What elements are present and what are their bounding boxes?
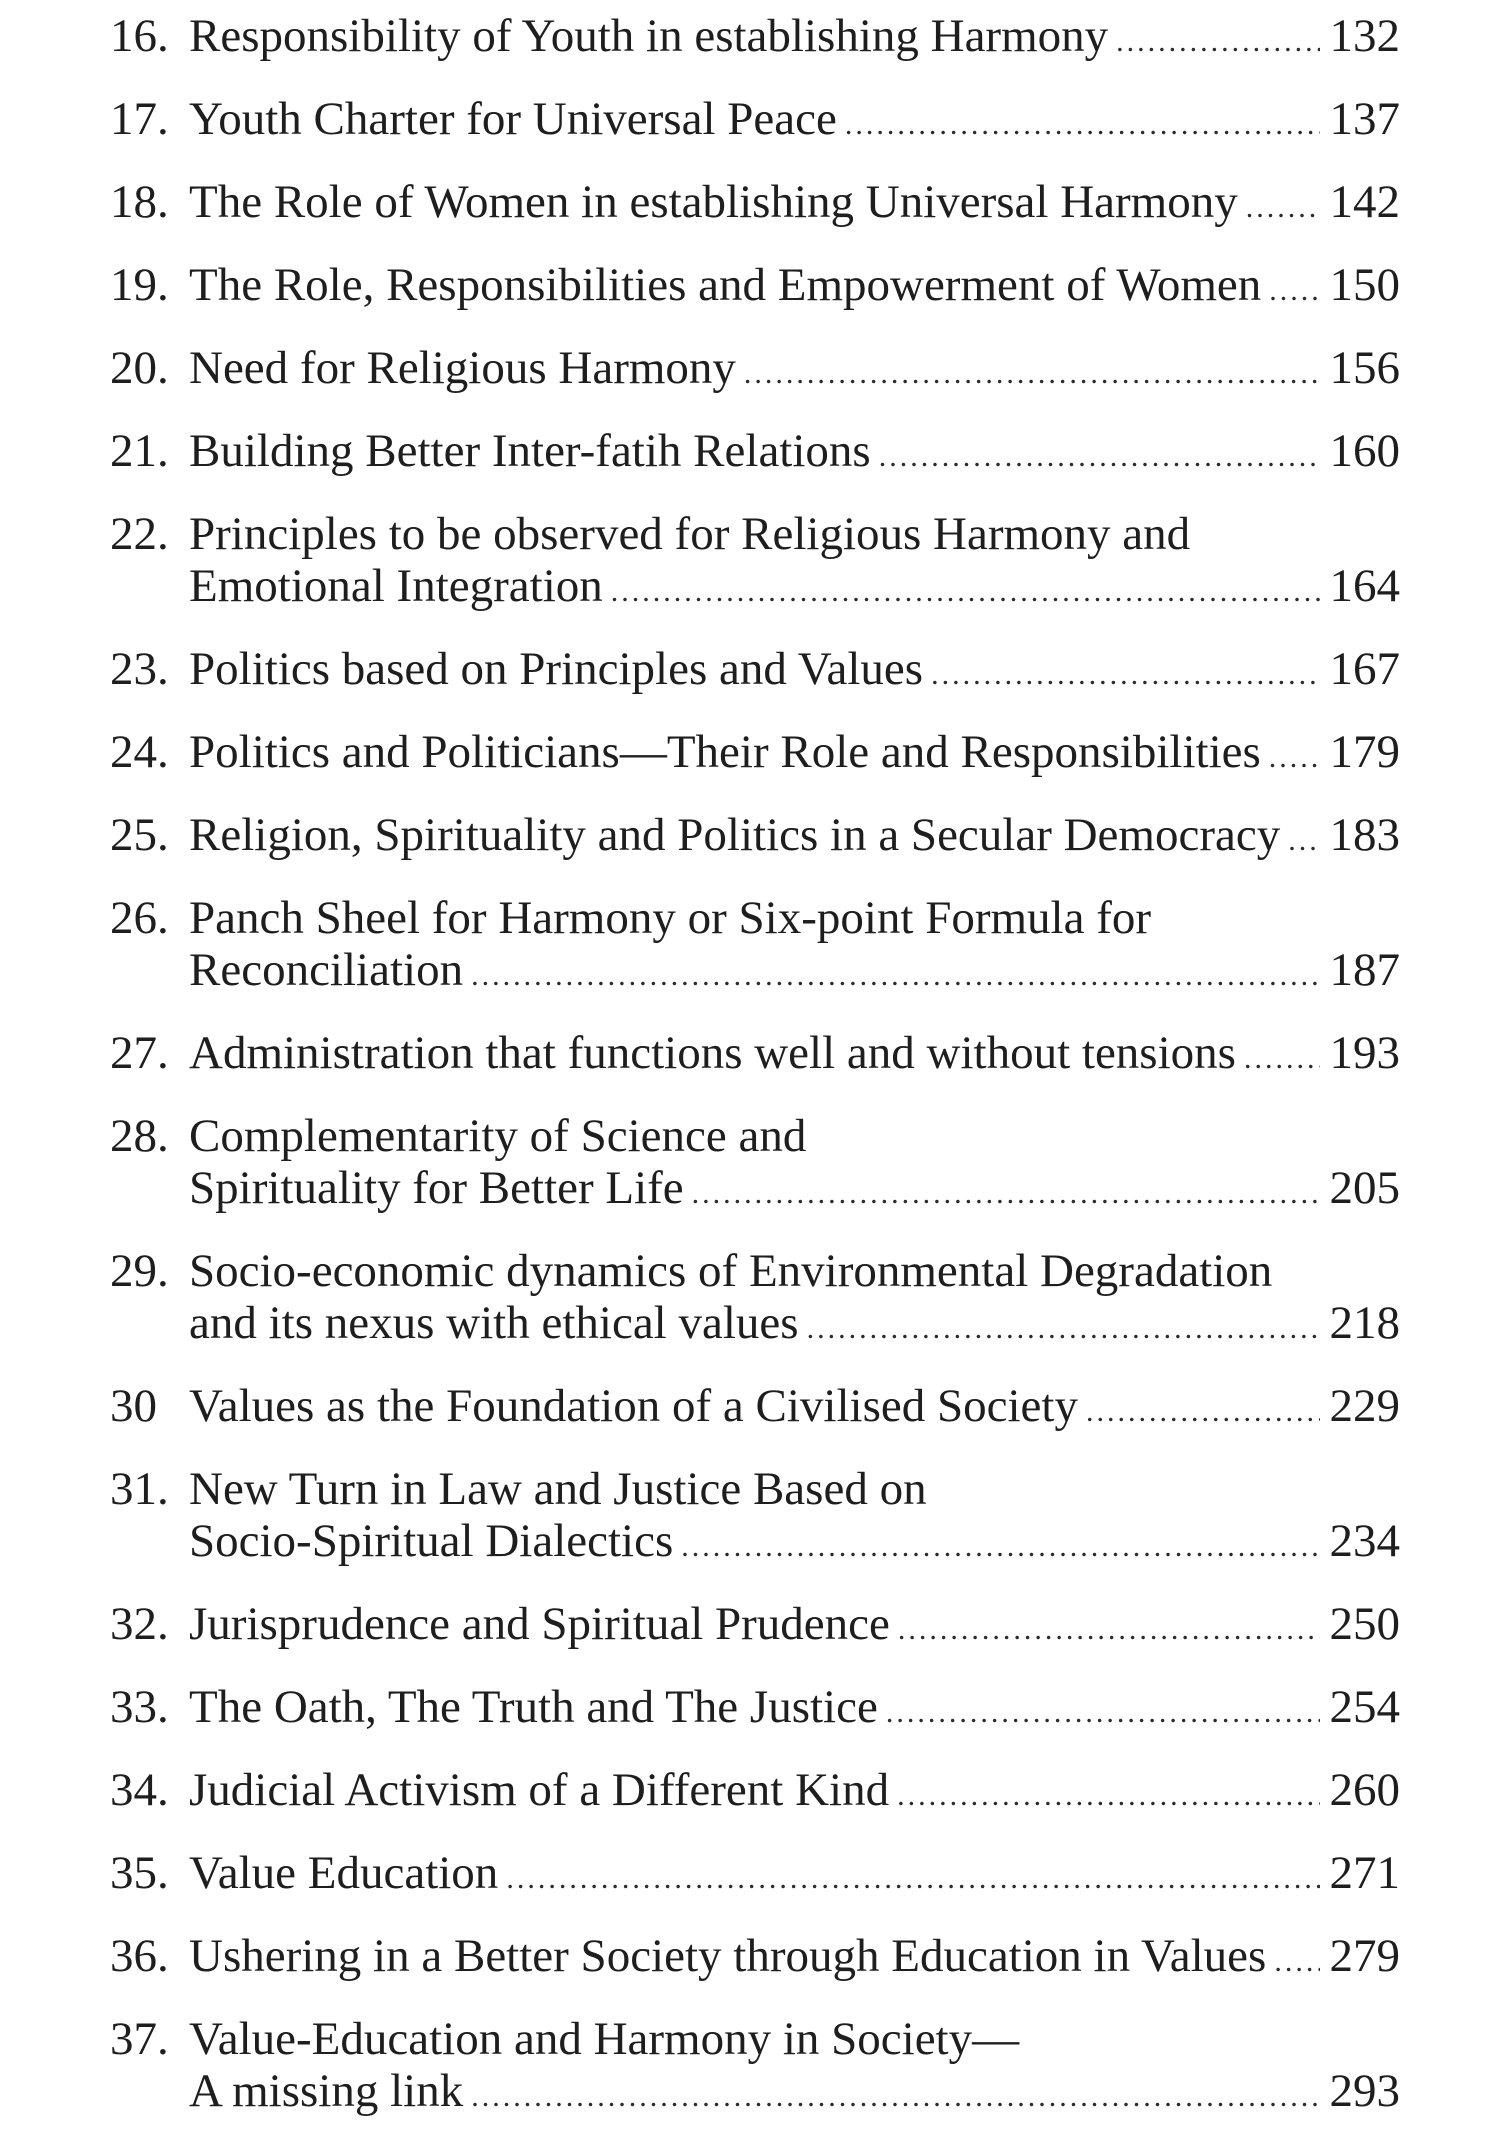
- toc-entry-line: [189, 1847, 1400, 1905]
- toc-entry-title: and its nexus with ethical values: [189, 1297, 799, 1349]
- toc-entry-title: Politics based on Principles and Values: [189, 643, 924, 695]
- dot-leader: [886, 1687, 1320, 1739]
- toc-entry-number: 32.: [110, 1598, 169, 1650]
- toc-entry-page-number: 250: [1329, 1598, 1400, 1650]
- toc-entry: [110, 1380, 1400, 1438]
- toc-entry-page-number: 160: [1329, 425, 1400, 477]
- toc-entry-page-number: 156: [1329, 342, 1400, 394]
- toc-entry-page-number: 183: [1329, 809, 1400, 861]
- toc-entry-number: 17.: [110, 93, 169, 145]
- toc-entry: [110, 1463, 1400, 1573]
- toc-entry-line: [189, 1515, 1400, 1573]
- toc-entry-title: The Role of Women in establishing Universal Harmony: [189, 176, 1238, 228]
- dot-leader: [692, 1168, 1320, 1220]
- toc-entry: [110, 425, 1400, 483]
- toc-entry-line: [189, 1681, 1400, 1739]
- toc-entry-number: 35.: [110, 1847, 169, 1899]
- toc-entry-title: Spirituality for Better Life: [189, 1162, 684, 1214]
- toc-entry-line: [189, 1380, 1400, 1438]
- toc-entry-title: Need for Religious Harmony: [189, 342, 736, 394]
- toc-entry-line: [189, 508, 1400, 560]
- toc-entry: [110, 1930, 1400, 1988]
- toc-entry-line: [189, 1764, 1400, 1822]
- toc-entry-number: 23.: [110, 643, 169, 695]
- toc-entry: [110, 1027, 1400, 1085]
- toc-entry-line: [189, 1245, 1400, 1297]
- dot-leader: [611, 566, 1320, 618]
- toc-entry-number: 33.: [110, 1681, 169, 1733]
- toc-entry-number: 20.: [110, 342, 169, 394]
- toc-entry-line: [189, 560, 1400, 618]
- toc-entry: [110, 1598, 1400, 1656]
- toc-entry-page-number: 193: [1329, 1027, 1400, 1079]
- dot-leader: [898, 1604, 1320, 1656]
- dot-leader: [845, 99, 1320, 151]
- toc-entry-title: Complementarity of Science and: [189, 1110, 807, 1162]
- toc-entry: [110, 1847, 1400, 1905]
- toc-entry-title: The Role, Responsibilities and Empowerment of Women: [189, 259, 1262, 311]
- toc-entry-page-number: 164: [1329, 560, 1400, 612]
- toc-entry-page-number: 205: [1329, 1162, 1400, 1214]
- toc-entry-title: Panch Sheel for Harmony or Six-point Formula for: [189, 892, 1152, 944]
- toc-entry: [110, 892, 1400, 1002]
- toc-entry-number: 29.: [110, 1245, 169, 1297]
- toc-entry-line: [189, 1463, 1400, 1515]
- toc-entry-number: 18.: [110, 176, 169, 228]
- toc-entry-line: [189, 2013, 1400, 2065]
- dot-leader: [1244, 1033, 1320, 1085]
- toc-entry-page-number: 271: [1329, 1847, 1400, 1899]
- toc-entry-page-number: 132: [1329, 10, 1400, 62]
- toc-entry-page-number: 229: [1329, 1380, 1400, 1432]
- toc-entry-page-number: 142: [1329, 176, 1400, 228]
- dot-leader: [879, 431, 1320, 483]
- dot-leader: [1274, 1936, 1319, 1988]
- dot-leader: [1116, 16, 1319, 68]
- toc-entry-title: Jurisprudence and Spiritual Prudence: [189, 1598, 890, 1650]
- toc-entry-title: The Oath, The Truth and The Justice: [189, 1681, 878, 1733]
- toc-entry: [110, 1245, 1400, 1355]
- toc-entry: [110, 643, 1400, 701]
- toc-entry-number: 36.: [110, 1930, 169, 1982]
- toc-entry-number: 28.: [110, 1110, 169, 1162]
- toc-entry-title: Value Education: [189, 1847, 499, 1899]
- toc-entry-number: 30: [110, 1380, 157, 1432]
- toc-entry-title: Judicial Activism of a Different Kind: [189, 1764, 890, 1816]
- toc-entry-page-number: 137: [1329, 93, 1400, 145]
- toc-entry-number: 37.: [110, 2013, 169, 2065]
- toc-entry-title: Principles to be observed for Religious Harmony and: [189, 508, 1191, 560]
- dot-leader: [1269, 732, 1320, 784]
- toc-entry-line: [189, 1110, 1400, 1162]
- toc-entry: [110, 1110, 1400, 1220]
- toc-entry: [110, 1764, 1400, 1822]
- toc-entry: [110, 342, 1400, 400]
- toc-entry: [110, 508, 1400, 618]
- toc-entry-title: Administration that functions well and without tensions: [189, 1027, 1236, 1079]
- toc-entry-page-number: 187: [1329, 944, 1400, 996]
- toc-entry-title: Politics and Politicians—Their Role and Responsibilities: [189, 726, 1261, 778]
- dot-leader: [744, 348, 1320, 400]
- toc-entry-line: [189, 726, 1400, 784]
- toc-entry-title: Youth Charter for Universal Peace: [189, 93, 837, 145]
- toc-entry-title: New Turn in Law and Justice Based on: [189, 1463, 927, 1515]
- toc-entry-line: [189, 176, 1400, 234]
- toc-entry-number: 27.: [110, 1027, 169, 1079]
- toc-entry: [110, 1681, 1400, 1739]
- dot-leader: [471, 2071, 1319, 2123]
- toc-entry-title: Reconciliation: [189, 944, 464, 996]
- dot-leader: [471, 950, 1319, 1002]
- toc-entry-number: 25.: [110, 809, 169, 861]
- dot-leader: [1269, 265, 1319, 317]
- toc-entry-page-number: 260: [1329, 1764, 1400, 1816]
- toc-entry-page-number: 254: [1329, 1681, 1400, 1733]
- toc-entry-line: [189, 1930, 1400, 1988]
- dot-leader: [897, 1770, 1319, 1822]
- toc-entry-line: [189, 259, 1400, 317]
- toc-entry-number: 24.: [110, 726, 169, 778]
- toc-entry: [110, 2013, 1400, 2123]
- toc-entry-page-number: 218: [1329, 1297, 1400, 1349]
- toc-entry: [110, 726, 1400, 784]
- toc-entry: [110, 259, 1400, 317]
- toc-entry-line: [189, 1027, 1400, 1085]
- dot-leader: [1086, 1386, 1320, 1438]
- toc-entry-line: [189, 1598, 1400, 1656]
- toc-entry-line: [189, 1162, 1400, 1220]
- toc-entry-title: Ushering in a Better Society through Education in Values: [189, 1930, 1267, 1982]
- toc-entry-title: A missing link: [189, 2065, 464, 2117]
- toc-entry-title: Value-Education and Harmony in Society—: [189, 2013, 1020, 2065]
- toc-entry-page-number: 179: [1329, 726, 1400, 778]
- toc-entry-number: 21.: [110, 425, 169, 477]
- toc-entry-page-number: 293: [1329, 2065, 1400, 2117]
- toc-entry-line: [189, 93, 1400, 151]
- toc-entry-page-number: 167: [1329, 643, 1400, 695]
- dot-leader: [931, 649, 1319, 701]
- toc-entry-line: [189, 425, 1400, 483]
- toc-entry-number: 22.: [110, 508, 169, 560]
- dot-leader: [681, 1521, 1319, 1573]
- toc-entry-page-number: 279: [1329, 1930, 1400, 1982]
- toc-entry-line: [189, 809, 1400, 867]
- toc-entry-line: [189, 10, 1400, 68]
- toc-entry-title: Socio-economic dynamics of Environmental Degradation: [189, 1245, 1273, 1297]
- toc-entry-title: Values as the Foundation of a Civilised Society: [189, 1380, 1078, 1432]
- toc-entry-number: 31.: [110, 1463, 169, 1515]
- toc-entry-number: 16.: [110, 10, 169, 62]
- toc-entry-line: [189, 892, 1400, 944]
- toc-entry-title: Emotional Integration: [189, 560, 603, 612]
- dot-leader: [506, 1853, 1319, 1905]
- toc-entry: [110, 93, 1400, 151]
- toc-entry-line: [189, 1297, 1400, 1355]
- dot-leader: [1288, 815, 1319, 867]
- toc-entry-line: [189, 342, 1400, 400]
- toc-entry-title: Building Better Inter-fatih Relations: [189, 425, 871, 477]
- toc-entry-number: 26.: [110, 892, 169, 944]
- toc-entry-title: Responsibility of Youth in establishing Harmony: [189, 10, 1109, 62]
- toc-entry-number: 19.: [110, 259, 169, 311]
- table-of-contents: [110, 10, 1400, 2148]
- toc-entry-number: 34.: [110, 1764, 169, 1816]
- toc-entry-page-number: 234: [1329, 1515, 1400, 1567]
- dot-leader: [807, 1303, 1320, 1355]
- toc-entry: [110, 176, 1400, 234]
- toc-entry-page-number: 150: [1329, 259, 1400, 311]
- toc-entry-line: [189, 2065, 1400, 2123]
- toc-entry: [110, 809, 1400, 867]
- toc-entry: [110, 10, 1400, 68]
- toc-entry-title: Religion, Spirituality and Politics in a Secular Democracy: [189, 809, 1281, 861]
- dot-leader: [1246, 182, 1320, 234]
- toc-entry-line: [189, 643, 1400, 701]
- toc-entry-title: Socio-Spiritual Dialectics: [189, 1515, 674, 1567]
- toc-entry-line: [189, 944, 1400, 1002]
